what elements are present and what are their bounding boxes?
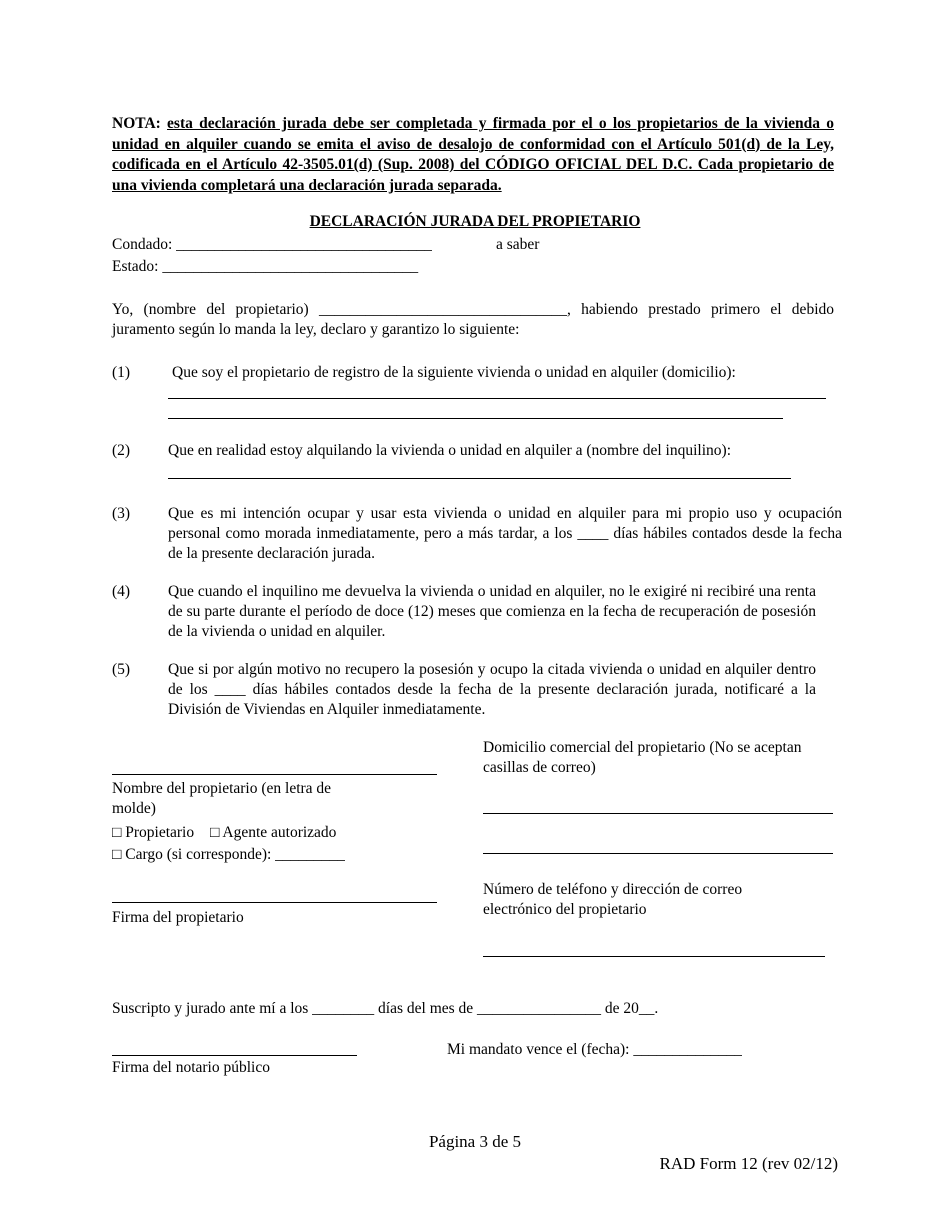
tenant-name-line[interactable] <box>168 478 791 479</box>
item-text: Que cuando el inquilino me devuelva la vivienda o unidad en alquiler, no le exigiré ni recibiré una renta de su parte durante el período de doce (12) meses que comienza en la fecha de recuperación de posesión de la vivienda o unidad en alquiler. <box>168 583 816 640</box>
item-text: Que si por algún motivo no recupero la posesión y ocupo la citada vivienda o unidad en alquiler dentro de los ____ días hábiles contados desde la fecha de la presente declaración jurada, notificaré a la División de Viviendas en Alquiler inmediatamente. <box>168 661 816 718</box>
business-address-line-2[interactable] <box>483 853 833 854</box>
statement-item-2 <box>112 441 842 463</box>
statement-item-4 <box>112 582 816 642</box>
notice-text: esta declaración jurada debe ser completada y firmada por el o los propietarios de la vivienda o unidad en alquiler cuando se emita el aviso de desalojo de conformidad con el Artículo 501(d) de la Ley, codificada en el Artículo 42-3505.01(d) (Sup. 2008) del CÓDIGO OFICIAL DEL D.C. Cada propietario de una vivienda completará una declaración jurada separada. <box>112 115 834 194</box>
owner-name-line[interactable] <box>112 774 437 775</box>
item-number: (5) <box>112 661 131 678</box>
address-line-2[interactable] <box>168 418 783 419</box>
item-number: (3) <box>112 505 131 522</box>
statement-item-3 <box>112 504 842 564</box>
item-text: Que soy el propietario de registro de la siguiente vivienda o unidad en alquiler (domicilio): <box>172 364 736 381</box>
county-field[interactable]: Condado: _________________________________ <box>112 236 432 253</box>
item-number: (4) <box>112 583 131 600</box>
title-checkbox[interactable]: □ Cargo (si corresponde): _________ <box>112 846 345 863</box>
item-number: (1) <box>112 364 131 381</box>
item-text: Que en realidad estoy alquilando la vivienda o unidad en alquiler a (nombre del inquilino): <box>168 442 731 459</box>
statement-item-1 <box>112 363 842 423</box>
form-id: RAD Form 12 (rev 02/12) <box>659 1154 838 1173</box>
business-address-line-1[interactable] <box>483 813 833 814</box>
notary-signature-line[interactable] <box>112 1055 357 1056</box>
page-number: Página 3 de 5 <box>428 1132 522 1151</box>
owner-signature-line[interactable] <box>112 902 437 903</box>
commission-expiry-field[interactable]: Mi mandato vence el (fecha): ______________ <box>447 1041 742 1058</box>
sworn-statement: Suscripto y jurado ante mí a los ________ días del mes de ________________ de 20__. <box>112 1000 659 1017</box>
authorized-agent-checkbox[interactable]: □ Agente autorizado <box>210 824 337 841</box>
intro-paragraph: Yo, (nombre del propietario) ________________________________, habiendo prestado primero el debido juramento según lo manda la ley, declaro y garantizo lo siguiente: <box>112 301 834 338</box>
statement-item-5 <box>112 660 816 720</box>
notice-paragraph <box>112 114 834 196</box>
to-wit-text: a saber <box>496 236 540 253</box>
owner-checkbox[interactable]: □ Propietario <box>112 824 195 841</box>
item-number: (2) <box>112 442 131 459</box>
item-text: Que es mi intención ocupar y usar esta vivienda o unidad en alquiler para mi propio uso y ocupación personal como morada inmediatamente, pero a más tardar, a los ____ días hábiles contados desde la fecha de la presente declaración jurada. <box>168 505 842 562</box>
phone-email-label: Número de teléfono y dirección de correo electrónico del propietario <box>483 881 743 918</box>
owner-signature-label: Firma del propietario <box>112 909 244 926</box>
phone-email-line[interactable] <box>483 956 825 957</box>
page-title: DECLARACIÓN JURADA DEL PROPIETARIO <box>309 213 641 230</box>
state-field[interactable]: Estado: _________________________________ <box>112 258 419 275</box>
owner-name-label: Nombre del propietario (en letra de molde) <box>112 780 332 817</box>
address-line-1[interactable] <box>168 398 826 399</box>
notary-signature-label: Firma del notario público <box>112 1059 270 1076</box>
notice-label: NOTA: <box>112 115 161 132</box>
business-address-label: Domicilio comercial del propietario (No se aceptan casillas de correo) <box>483 739 802 776</box>
